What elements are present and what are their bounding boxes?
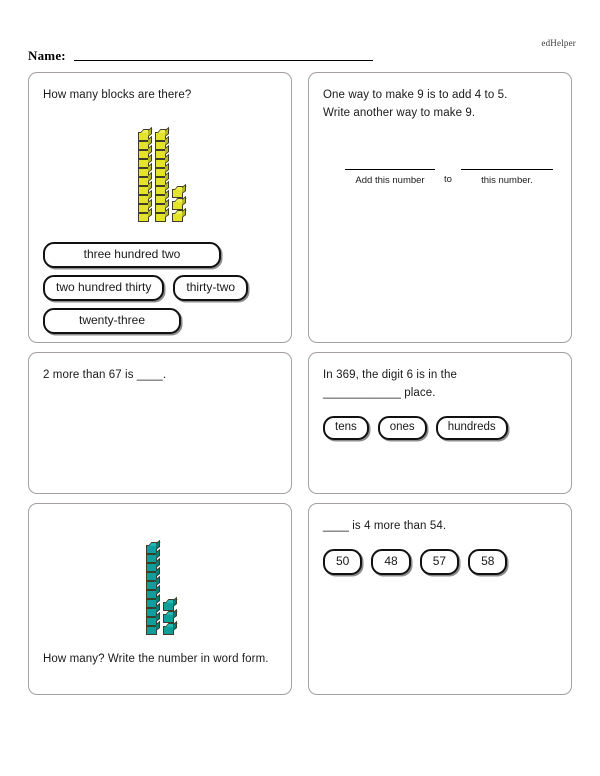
unit-cube: [138, 159, 149, 168]
choice-chip[interactable]: tens: [323, 416, 369, 440]
unit-cube: [155, 168, 166, 177]
unit-cube: [172, 201, 183, 210]
unit-cube: [138, 168, 149, 177]
unit-cube: [155, 141, 166, 150]
unit-cube: [138, 150, 149, 159]
tens-rod: [138, 132, 149, 222]
problem-2-prompt-line1: One way to make 9 is to add 4 to 5.: [323, 89, 508, 101]
name-input-line[interactable]: [74, 59, 373, 61]
choice-chip[interactable]: 50: [323, 549, 362, 575]
unit-cube: [138, 213, 149, 222]
unit-cube: [155, 204, 166, 213]
choice-chip[interactable]: 57: [420, 549, 459, 575]
unit-cube: [163, 626, 174, 635]
blank-group-first: [345, 168, 435, 186]
choice-chip[interactable]: 58: [468, 549, 507, 575]
problem-box-3: [28, 352, 292, 494]
choice-chip[interactable]: 48: [371, 549, 410, 575]
problem-2-prompt-line2: Write another way to make 9.: [323, 107, 476, 119]
unit-cube: [163, 614, 174, 623]
tens-rod: [146, 545, 157, 635]
unit-cube: [155, 132, 166, 141]
choice-chip[interactable]: twenty-three: [43, 308, 181, 334]
name-label: Name:: [28, 48, 66, 63]
unit-cube: [138, 132, 149, 141]
problem-6-choices: [323, 549, 557, 575]
unit-cube: [138, 186, 149, 195]
problem-1-choices: [43, 242, 277, 334]
problem-box-6: [308, 503, 572, 695]
choice-chip[interactable]: hundreds: [436, 416, 508, 440]
unit-cube: [138, 141, 149, 150]
problem-4-choices: [323, 416, 557, 440]
name-field-row: [28, 48, 373, 64]
problem-box-2: [308, 72, 572, 343]
ones-cubes-group: [163, 602, 174, 635]
tens-rod: [155, 132, 166, 222]
problem-box-5: [28, 503, 292, 695]
problem-box-4: [308, 352, 572, 494]
answer-blank-first[interactable]: [345, 168, 435, 170]
unit-cube: [155, 186, 166, 195]
problem-4-prompt-line2: ____________ place.: [323, 387, 436, 399]
unit-cube: [155, 195, 166, 204]
unit-cube: [138, 204, 149, 213]
problem-5-prompt: How many? Write the number in word form.: [43, 653, 269, 665]
base-ten-blocks-teal: [43, 525, 277, 635]
problem-2-answer-blanks: [323, 168, 557, 186]
blank-joiner-label: to: [444, 174, 452, 185]
problem-box-1: [28, 72, 292, 343]
problem-4-prompt-line1: In 369, the digit 6 is in the: [323, 369, 457, 381]
unit-cube: [155, 159, 166, 168]
unit-cube: [155, 213, 166, 222]
worksheet-grid: [28, 72, 572, 695]
blank-group-second: [461, 168, 553, 186]
unit-cube: [172, 213, 183, 222]
unit-cube: [138, 177, 149, 186]
problem-6-prompt: ____ is 4 more than 54.: [323, 520, 447, 532]
unit-cube: [172, 189, 183, 198]
choice-chip[interactable]: thirty-two: [173, 275, 248, 301]
unit-cube: [138, 195, 149, 204]
unit-cube: [146, 626, 157, 635]
ones-cubes-group: [172, 189, 183, 222]
problem-3-prompt: 2 more than 67 is ____.: [43, 369, 167, 381]
edhelper-logo: edHelper: [541, 38, 576, 48]
choice-chip[interactable]: three hundred two: [43, 242, 221, 268]
unit-cube: [155, 177, 166, 186]
unit-cube: [155, 150, 166, 159]
problem-1-prompt: How many blocks are there?: [43, 89, 192, 101]
answer-blank-second[interactable]: [461, 168, 553, 170]
blank-caption-first: Add this number: [355, 175, 425, 186]
blank-caption-second: this number.: [481, 175, 533, 186]
choice-chip[interactable]: ones: [378, 416, 427, 440]
unit-cube: [163, 602, 174, 611]
base-ten-blocks-yellow: [43, 118, 277, 222]
choice-chip[interactable]: two hundred thirty: [43, 275, 164, 301]
